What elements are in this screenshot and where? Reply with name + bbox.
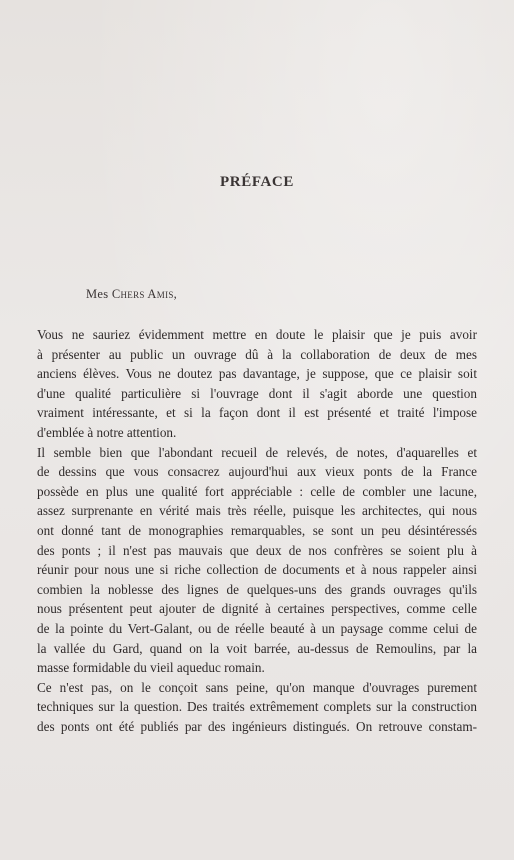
text-line: nous présentent peut ajouter de dignité à certaines perspectives, comme celle bbox=[37, 601, 477, 617]
text-line: vraiment intéressante, et si la façon dont il est présenté et traité l'impose bbox=[37, 405, 477, 421]
preface-body bbox=[37, 325, 477, 736]
text-line: des ponts ont été publiés par des ingénieurs distingués. On retrouve constam- bbox=[37, 718, 477, 734]
text-line: d'une qualité particulière si l'ouvrage dont il s'agit aborde une question bbox=[37, 385, 477, 401]
paragraph bbox=[37, 678, 477, 737]
text-line: possède en plus une qualité fort appréciable : celle de combler une lacune, bbox=[37, 483, 477, 499]
text-line: Ce n'est pas, on le conçoit sans peine, qu'on manque d'ouvrages purement bbox=[37, 679, 477, 695]
text-line: à présenter au public un ouvrage dû à la collaboration de deux de mes bbox=[37, 346, 477, 362]
text-line: des ponts ; il n'est pas mauvais que deux de nos confrères se soient plu à bbox=[37, 542, 477, 558]
text-line: combien la noblesse des lignes de quelques-uns des grands ouvrages qu'ils bbox=[37, 581, 477, 597]
salutation-prefix: Mes bbox=[86, 287, 112, 301]
text-line: ont donné tant de monographies remarquables, se sont un peu désintéressés bbox=[37, 522, 477, 538]
salutation-name: Chers Amis bbox=[111, 287, 174, 301]
paragraph bbox=[37, 443, 477, 678]
text-line: Vous ne sauriez évidemment mettre en doute le plaisir que je puis avoir bbox=[37, 327, 477, 342]
text-line: la vallée du Gard, quand on la voit barrée, au-dessus de Remoulins, par la bbox=[37, 640, 477, 656]
text-line: masse formidable du vieil aqueduc romain. bbox=[37, 660, 265, 676]
text-line: Il semble bien que l'abondant recueil de relevés, de notes, d'aquarelles et bbox=[37, 444, 477, 460]
text-line: de dessins que vous consacrez aujourd'hui aux vieux ponts de la France bbox=[37, 464, 477, 480]
text-line: de la pointe du Vert-Galant, ou de réelle beauté à un paysage comme celui de bbox=[37, 620, 477, 636]
paragraph bbox=[37, 325, 477, 443]
text-line: techniques sur la question. Des traités extrêmement complets sur la construction bbox=[37, 699, 477, 715]
salutation-suffix: , bbox=[173, 287, 178, 301]
page-title: PRÉFACE bbox=[220, 174, 294, 190]
text-line: réunir pour nous une si riche collection de documents et à nous rappeler ainsi bbox=[37, 562, 477, 578]
text-line: assez surprenante en vérité mais très réelle, puisque les architectes, qui nous bbox=[37, 503, 477, 519]
text-line: anciens élèves. Vous ne doutez pas davantage, je suppose, que ce plaisir soit bbox=[37, 366, 477, 382]
text-line: d'emblée à notre attention. bbox=[37, 424, 177, 440]
salutation bbox=[86, 287, 177, 302]
